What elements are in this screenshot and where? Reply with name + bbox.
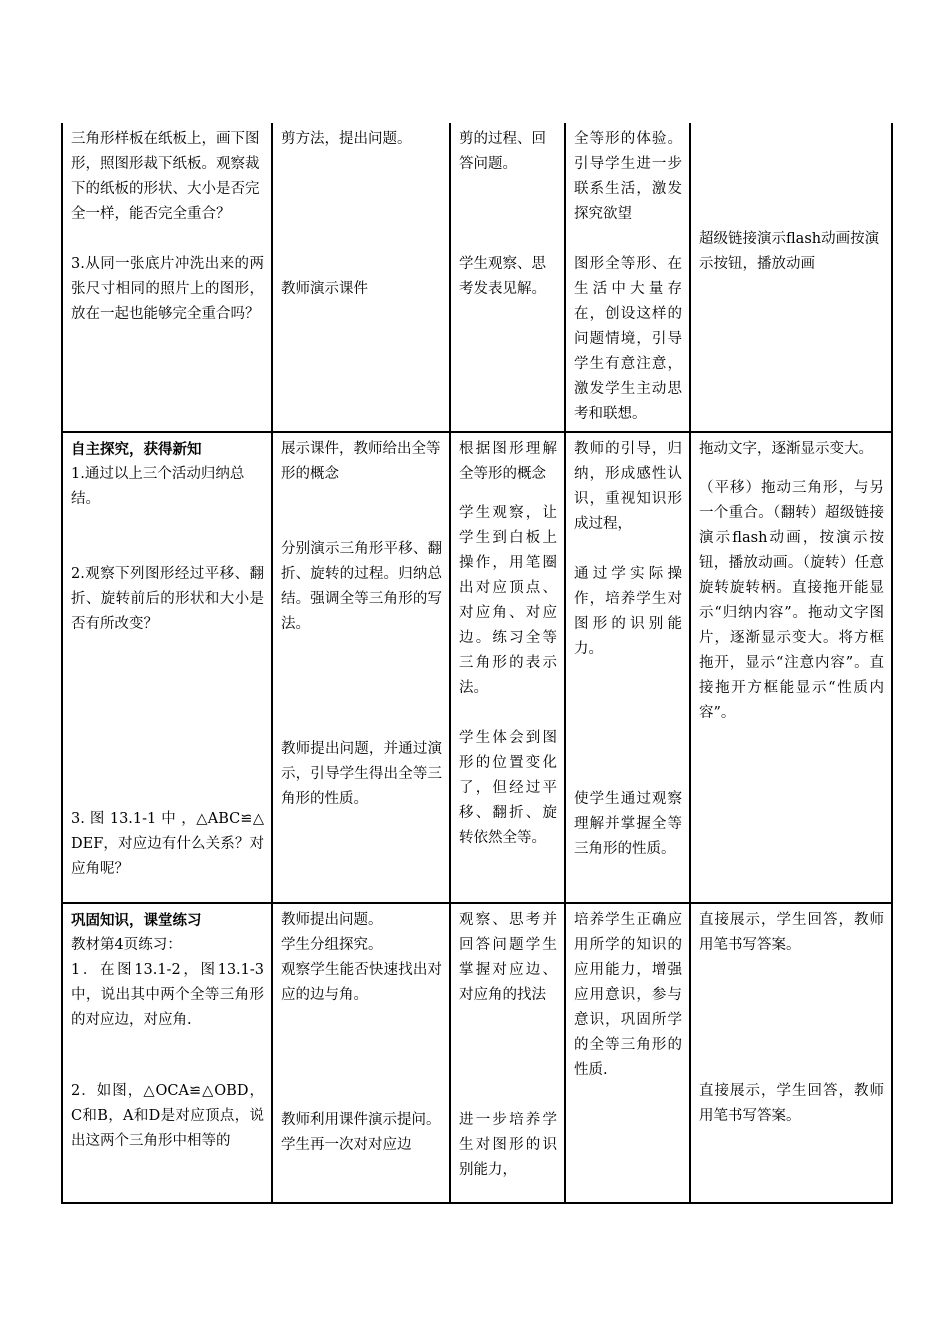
paragraph: 直接展示，学生回答，教师用笔书写答案。	[699, 1083, 884, 1124]
teacher-cell	[272, 432, 450, 903]
media-cell	[690, 903, 892, 1203]
paragraph: 通过学实际操作，培养学生对图形的识别能力。	[574, 566, 682, 657]
student-cell	[450, 903, 565, 1203]
paragraph: （平移）拖动三角形，与另一个重合。（翻转）超级链接演示flash动画，按演示按钮，播放动画。（旋转）任意旋转旋转柄。直接拖开能显示“归纳内容”。拖动文字图片，逐渐显示变大。将方框拖开，显示“注意内容”。直接拖开方框能显示“性质内容”。	[699, 480, 884, 721]
teacher-cell	[272, 903, 450, 1203]
paragraph: 拖动文字，逐渐显示变大。	[699, 441, 873, 457]
paragraph: 使学生通过观察理解并掌握全等三角形的性质。	[574, 791, 682, 857]
paragraph: 学生再一次对对应边	[281, 1137, 412, 1153]
activity-cell	[62, 432, 272, 903]
paragraph: 展示课件，教师给出全等形的概念	[281, 441, 441, 482]
paragraph: 教师提出问题，并通过演示，引导学生得出全等三角形的性质。	[281, 741, 442, 807]
paragraph: 分别演示三角形平移、翻折、旋转的过程。归纳总结。强调全等三角形的写法。	[281, 541, 442, 632]
paragraph: 剪方法，提出问题。	[281, 131, 412, 147]
media-cell	[690, 432, 892, 903]
paragraph: 学生分组探究。	[281, 937, 383, 953]
paragraph: 1．在图13.1-2，图13.1-3中，说出其中两个全等三角形的对应边，对应角.	[71, 962, 264, 1028]
section-heading: 自主探究，获得新知	[71, 441, 202, 458]
table-row	[62, 903, 892, 1203]
student-cell	[450, 432, 565, 903]
paragraph: 观察学生能否快速找出对应的边与角。	[281, 962, 442, 1003]
paragraph: 学生观察，让学生到白板上操作，用笔圈出对应顶点、对应角、对应边。练习全等三角形的表示法。	[459, 505, 557, 696]
table-row	[62, 123, 892, 432]
media-cell	[690, 123, 892, 432]
paragraph: 超级链接演示flash动画按演示按钮，播放动画	[699, 231, 880, 272]
paragraph: 根据图形理解全等形的概念	[459, 441, 557, 482]
paragraph: 观察、思考并回答问题学生掌握对应边、对应角的找法	[459, 912, 557, 1003]
paragraph: 培养学生正确应用所学的知识的应用能力，增强应用意识，参与意识，巩固所学的全等三角形的性质.	[574, 912, 682, 1078]
intent-cell	[565, 432, 690, 903]
paragraph: 2．如图，△OCA≌△OBD，C和B，A和D是对应顶点，说出这两个三角形中相等的	[71, 1083, 264, 1149]
table-row	[62, 432, 892, 903]
teacher-cell	[272, 123, 450, 432]
intent-cell	[565, 123, 690, 432]
paragraph: 学生观察、思考发表见解。	[459, 256, 546, 297]
paragraph: 2.观察下列图形经过平移、翻折、旋转前后的形状和大小是否有所改变？	[71, 566, 264, 632]
paragraph: 图形全等形、在生活中大量存在，创设这样的问题情境，引导学生有意注意，激发学生主动思考和联想。	[574, 256, 682, 422]
paragraph: 教材第4页练习：	[71, 937, 182, 953]
section-heading: 巩固知识，课堂练习	[71, 912, 202, 929]
paragraph: 3.从同一张底片冲洗出来的两张尺寸相同的照片上的图形，放在一起也能够完全重合吗？	[71, 256, 264, 322]
paragraph: 教师提出问题。	[281, 912, 383, 928]
activity-cell	[62, 123, 272, 432]
paragraph: 教师的引导，归纳，形成感性认识，重视知识形成过程，	[574, 441, 682, 532]
lesson-plan-table	[61, 123, 893, 1204]
paragraph: 教师利用课件演示提问。	[281, 1112, 441, 1128]
paragraph: 学生体会到图形的位置变化了，但经过平移、翻折、旋转依然全等。	[459, 730, 557, 846]
student-cell	[450, 123, 565, 432]
paragraph: 教师演示课件	[281, 281, 368, 297]
activity-cell	[62, 903, 272, 1203]
paragraph: 三角形样板在纸板上，画下图形，照图形裁下纸板。观察裁下的纸板的形状、大小是否完全一样，能否完全重合？	[71, 131, 260, 222]
paragraph: 1.通过以上三个活动归纳总结。	[71, 466, 245, 507]
paragraph: 全等形的体验。引导学生进一步联系生活，激发探究欲望	[574, 131, 682, 222]
paragraph: 剪的过程、回答问题。	[459, 131, 546, 172]
intent-cell	[565, 903, 690, 1203]
paragraph: 直接展示，学生回答，教师用笔书写答案。	[699, 912, 884, 953]
paragraph: 进一步培养学生对图形的识别能力，	[459, 1112, 557, 1178]
paragraph: 3. 图 13.1-1 中 ，△ABC≌△DEF，对应边有什么关系？对应角呢？	[71, 811, 264, 877]
